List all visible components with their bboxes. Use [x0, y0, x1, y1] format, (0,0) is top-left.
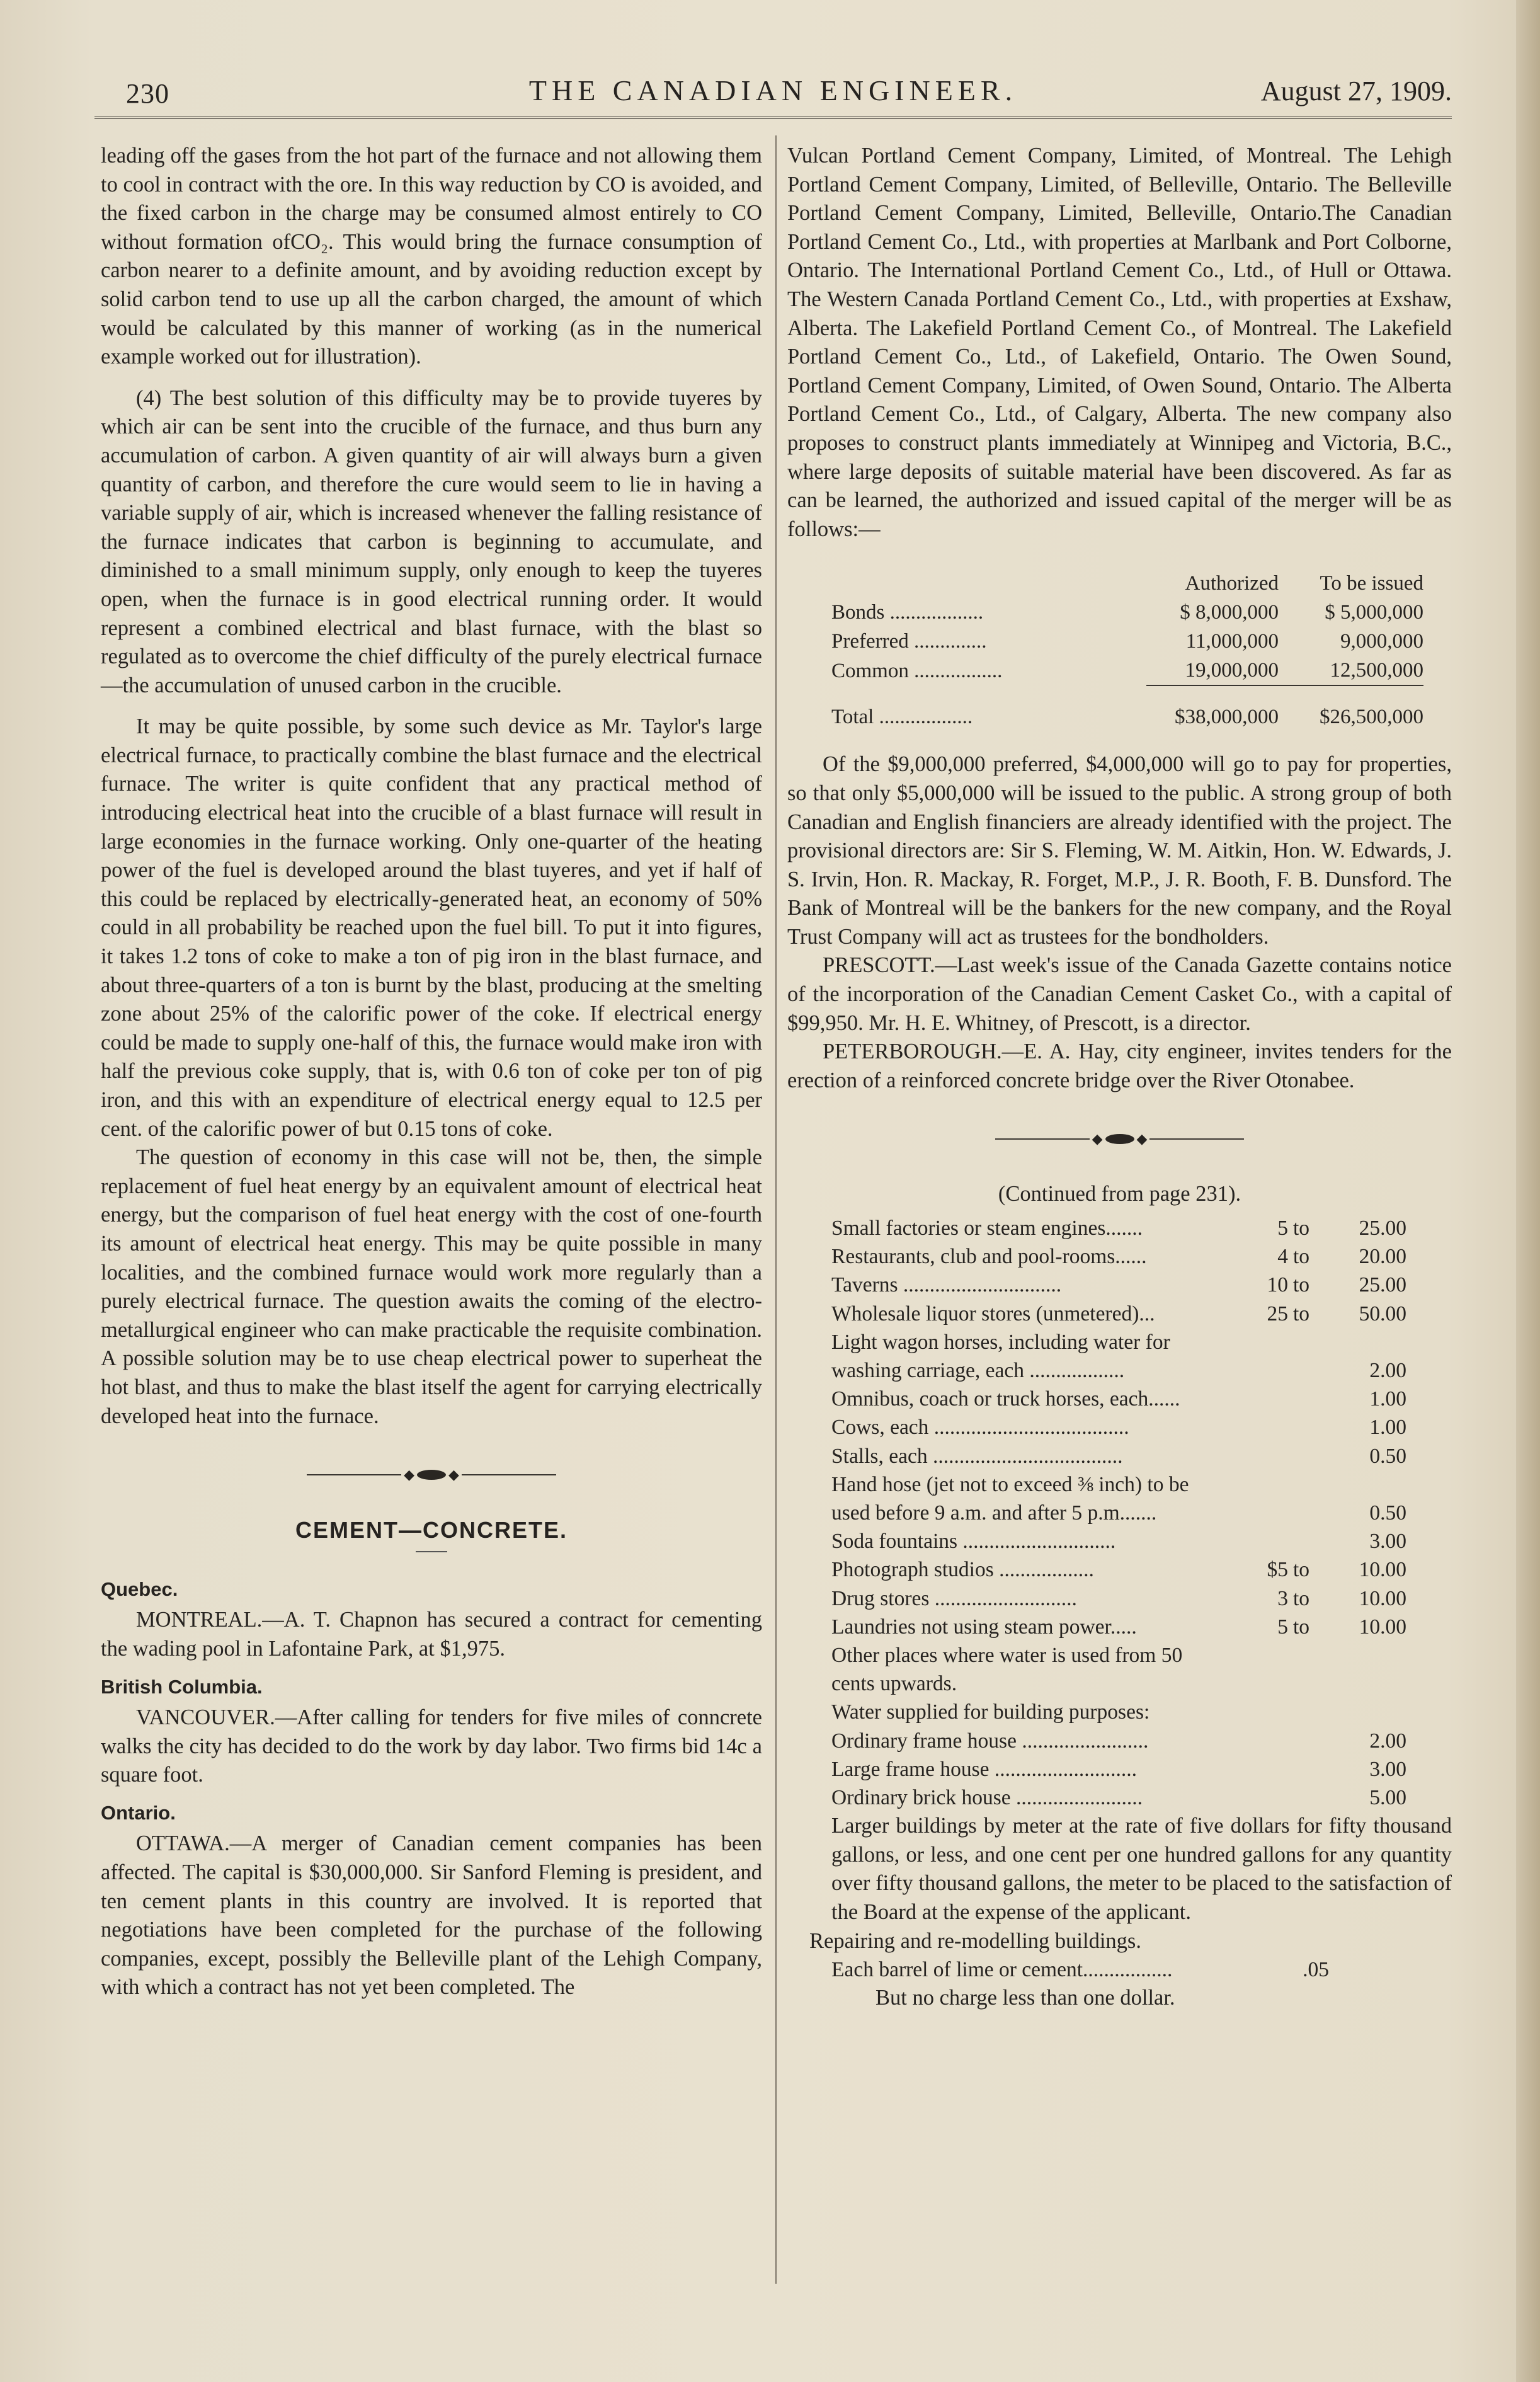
total-row — [831, 702, 1423, 731]
montreal-item: MONTREAL.—A. T. Chapnon has secured a contract for cementing the wading pool in Lafontaine Park, at $1,975. — [101, 1608, 762, 1661]
rate-desc: Laundries not using steam power..... — [831, 1615, 1137, 1639]
rate-desc: Taverns .............................. — [831, 1273, 1062, 1297]
province-heading-quebec: Quebec. — [101, 1578, 178, 1600]
rate-amount: 20.00 — [1359, 1245, 1406, 1269]
rate-desc: Other places where water is used from 50 — [831, 1644, 1183, 1668]
rate-desc: Ordinary brick house ........................ — [831, 1786, 1143, 1810]
table-row — [831, 1784, 1406, 1812]
table-row — [831, 1413, 1406, 1441]
page-edge — [1516, 0, 1540, 2382]
larger-buildings-paragraph: Larger buildings by meter at the rate of five dollars for fifty thousand gallons, or less, and one cent per one hundred gallons for any quantity over fifty thousand gallons, the meter to be placed to the satisfaction of the Board at the expense of the applicant. — [831, 1814, 1452, 1925]
table-row — [831, 1527, 1406, 1555]
rate-desc: Light wagon horses, including water for — [831, 1330, 1170, 1354]
rate-amount: 10.00 — [1359, 1586, 1406, 1610]
table-row — [831, 1755, 1406, 1784]
row-issued: 9,000,000 — [1340, 630, 1423, 653]
publication-title: THE CANADIAN ENGINEER. — [528, 74, 1018, 106]
rate-amount: 25.00 — [1359, 1273, 1406, 1297]
rate-to: to — [1293, 1245, 1310, 1269]
table-row — [831, 1641, 1406, 1669]
rate-to: to — [1293, 1273, 1310, 1297]
rate-from: 25 — [1267, 1302, 1288, 1326]
water-rates-table — [831, 1214, 1406, 1812]
row-authorized: 19,000,000 — [1185, 659, 1279, 682]
vancouver-item: VANCOUVER.—After calling for tenders for five miles of conncrete walks the city has decided to do the work by day labor. Two firms bid 14c a square foot. — [101, 1705, 762, 1787]
minimum-charge-note: But no charge less than one dollar. — [876, 1986, 1175, 2010]
page-number: 230 — [126, 78, 169, 109]
column-divider — [775, 135, 777, 2284]
table-row — [831, 1727, 1406, 1755]
ottawa-item: OTTAWA.—A merger of Canadian cement companies has been affected. The capital is $30,000,000. Sir Sanford Fleming is president, and ten cement plants in this country are involved. It is reported that negotiations have been completed for the purchase of the following companies, except, possibly the Belleville plant of the Lehigh Company, with which a contract has not yet been completed. The — [101, 1831, 762, 2000]
rate-desc: Ordinary frame house ........................ — [831, 1729, 1149, 1753]
rate-desc: Photograph studios .................. — [831, 1558, 1094, 1582]
continued-note: (Continued from page 231). — [998, 1182, 1241, 1206]
page-header — [94, 66, 1452, 117]
rate-desc: used before 9 a.m. and after 5 p.m....... — [831, 1501, 1157, 1525]
rate-amount: 5.00 — [1369, 1786, 1406, 1810]
peterborough-item: PETERBOROUGH.—E. A. Hay, city engineer, invites tenders for the erection of a reinforced concrete bridge over the River Otonabee. — [787, 1039, 1452, 1092]
table-row — [831, 1669, 1406, 1698]
table-row — [831, 1271, 1406, 1299]
rate-desc: Restaurants, club and pool-rooms...... — [831, 1245, 1147, 1269]
rate-amount: 2.00 — [1369, 1729, 1406, 1753]
rate-desc: Small factories or steam engines....... — [831, 1217, 1143, 1240]
table-row — [831, 1214, 1406, 1242]
section-title-rule — [416, 1551, 447, 1552]
row-label: Common ................. — [831, 659, 1003, 682]
capital-table-header — [831, 569, 1423, 598]
rate-amount: 10.00 — [1359, 1558, 1406, 1582]
header-rule — [94, 117, 1452, 119]
rate-from: 5 — [1277, 1217, 1288, 1240]
rate-amount: 0.50 — [1369, 1444, 1406, 1468]
row-authorized: $ 8,000,000 — [1180, 601, 1279, 624]
row-issued: 12,500,000 — [1330, 659, 1423, 682]
rate-desc: Omnibus, coach or truck horses, each...... — [831, 1387, 1180, 1411]
rate-amount: 3.00 — [1369, 1757, 1406, 1781]
rate-desc: Drug stores ........................... — [831, 1586, 1077, 1610]
preferred-paragraph: Of the $9,000,000 preferred, $4,000,000 will go to pay for properties, so that only $5,000,000 will be issued to the public. A strong group of both Canadian and English financiers are already identified with the project. The provisional directors are: Sir S. Fleming, W. M. Aitkin, Hon. W. Edwards, J. S. Irvin, Hon. R. Mackay, R. Forget, M.P., J. R. Booth, F. B. Dunsford. The Bank of Montreal will be the bankers for the new company, and the Royal Trust Company will act as trustees for the bondholders. — [787, 752, 1452, 949]
furnace-paragraph-2: (4) The best solution of this difficulty may be to provide tuyeres by which air can be sent into the crucible of the furnace, and thus burn any accumulation of carbon. A given quantity of air will always burn a given quantity of carbon, and therefore the cure would seem to lie in having a variable supply of air, which is increased whenever the falling resistance of the furnace indicates that carbon is beginning to accumulate, and diminished to a small minimum supply, only enough to keep the tuyeres open, when the furnace is in good electrical running order. It would represent a combined electrical and blast furnace, with the blast so regulated as to overcome the chief difficulty of the purely electrical furnace—the accumulation of unused carbon in the crucible. — [101, 386, 762, 697]
section-ornament: ◆ ◆ — [101, 1456, 762, 1494]
rate-from: 10 — [1267, 1273, 1288, 1297]
rate-to: to — [1293, 1586, 1310, 1610]
row-issued: $ 5,000,000 — [1325, 601, 1423, 624]
furnace-paragraph-1: leading off the gases from the hot part of the furnace and not allowing them to cool in contract with the ore. In this way reduction by CO is avoided, and the fixed carbon in the charge may be consumed almost entirely to CO without formation ofCO₂. This would bring the furnace consumption of carbon nearer to a definite amount, and by avoiding reduction except by solid carbon tend to use up all the carbon charged, the amount of which would be calculated by this manner of working (as in the numerical example worked out for illustration). — [101, 144, 762, 369]
table-row — [831, 1242, 1406, 1271]
table-row — [831, 1385, 1406, 1413]
rate-amount: 25.00 — [1359, 1217, 1406, 1240]
rate-desc: Soda fountains ............................. — [831, 1530, 1116, 1554]
rate-amount: 50.00 — [1359, 1302, 1406, 1326]
rate-desc: Wholesale liquor stores (unmetered)... — [831, 1302, 1155, 1326]
capital-table — [831, 569, 1423, 731]
table-row — [831, 598, 1423, 627]
rate-to: to — [1293, 1217, 1310, 1240]
col-authorized: Authorized — [1185, 572, 1279, 595]
rate-from: $5 — [1267, 1558, 1288, 1582]
rate-amount: 3.00 — [1369, 1530, 1406, 1554]
total-authorized: $38,000,000 — [1175, 706, 1279, 729]
prescott-item: PRESCOTT.—Last week's issue of the Canada Gazette contains notice of the incorporation of the Canadian Cement Casket Co., with a capital of $99,950. Mr. H. E. Whitney, of Prescott, is a director. — [787, 953, 1452, 1035]
rate-desc: Each barrel of lime or cement................. — [831, 1958, 1173, 1982]
rate-from: 5 — [1277, 1615, 1288, 1639]
table-row — [831, 1499, 1406, 1527]
row-label: Bonds .................. — [831, 601, 984, 624]
barrel-rate-table — [831, 1955, 1329, 1984]
province-heading-bc: British Columbia. — [101, 1675, 263, 1698]
rate-desc: Cows, each ..................................... — [831, 1416, 1129, 1440]
section-ornament: ◆ ◆ — [787, 1120, 1452, 1158]
table-row — [831, 1955, 1329, 1984]
repairing-heading: Repairing and re-modelling buildings. — [809, 1928, 1141, 1953]
right-column — [787, 142, 1452, 2013]
table-row — [831, 1584, 1406, 1613]
rate-desc: Large frame house ........................... — [831, 1757, 1138, 1781]
section-title: CEMENT—CONCRETE. — [295, 1517, 568, 1543]
table-row — [831, 1555, 1406, 1584]
rate-amount: .05 — [1303, 1958, 1329, 1982]
row-label: Preferred .............. — [831, 630, 987, 653]
table-row — [831, 1698, 1406, 1726]
table-row — [831, 1442, 1406, 1470]
col-issued: To be issued — [1320, 572, 1423, 595]
total-rule-row — [831, 685, 1423, 702]
table-row — [831, 656, 1423, 685]
furnace-paragraph-3: It may be quite possible, by some such device as Mr. Taylor's large electrical furnace, to practically combine the blast furnace and the electrical furnace. The writer is quite confident that any practical method of introducing electrical heat into the crucible of a blast furnace will result in large economies in the furnace working. Only one-quarter of the heating power of the fuel is developed around the blast tuyeres, and yet if half of this could be replaced by electrically-generated heat, an economy of 50% could in all probability be reached upon the fuel bill. To put it into figures, it takes 1.2 tons of coke to make a ton of pig iron in the blast furnace, and about three-quarters of a ton is burnt by the blast, producing at the smelting zone about 25% of the calorific power of the coke. If electrical energy could be made to supply one-half of this, the furnace would make iron with half the previous coke supply, that is, with 0.6 ton of coke per ton of pig iron, and this with an expenditure of electrical energy equal to 12.5 per cent. of the calorific power of but 0.15 tons of coke. — [101, 714, 762, 1141]
ottawa-item-continued: Vulcan Portland Cement Company, Limited, of Montreal. The Lehigh Portland Cement Company, Limited, of Belleville, Ontario. The Belleville Portland Cement Company, Limited, Belleville, Ontario.The Canadian Portland Cement Co., Ltd., with properties at Marlbank and Port Colborne, Ontario. The International Portland Cement Co., Ltd., of Hull or Ottawa. The Western Canada Portland Cement Co., Ltd., with properties at Exshaw, Alberta. The Lakefield Portland Cement Co., of Montreal. The Lakefield Portland Cement Co., Ltd., of Lakefield, Ontario. The Owen Sound, Portland Cement Company, Limited, of Owen Sound, Ontario. The Alberta Portland Cement Co., Ltd., of Calgary, Alberta. The new company also proposes to construct plants immediately at Winnipeg and Victoria, B.C., where large deposits of suitable material have been discovered. As far as can be learned, the authorized and issued capital of the merger will be as follows:— — [787, 144, 1452, 541]
rate-desc: cents upwards. — [831, 1672, 957, 1696]
rate-from: 4 — [1277, 1245, 1288, 1269]
rate-to: to — [1293, 1615, 1310, 1639]
table-row — [831, 627, 1423, 656]
left-column — [101, 142, 762, 2002]
rate-amount: 10.00 — [1359, 1615, 1406, 1639]
row-authorized: 11,000,000 — [1185, 630, 1279, 653]
total-label: Total .................. — [831, 706, 973, 729]
rate-from: 3 — [1277, 1586, 1288, 1610]
rate-to: to — [1293, 1558, 1310, 1582]
rate-desc: washing carriage, each .................. — [831, 1359, 1125, 1383]
rate-desc: Stalls, each .................................... — [831, 1444, 1123, 1468]
table-row — [831, 1613, 1406, 1641]
rate-amount: 1.00 — [1369, 1416, 1406, 1440]
total-issued: $26,500,000 — [1320, 706, 1423, 729]
rate-amount: 2.00 — [1369, 1359, 1406, 1383]
rate-amount: 1.00 — [1369, 1387, 1406, 1411]
table-row — [831, 1300, 1406, 1328]
rate-to: to — [1293, 1302, 1310, 1326]
table-row — [831, 1470, 1406, 1499]
table-row — [831, 1356, 1406, 1385]
province-heading-ontario: Ontario. — [101, 1801, 176, 1824]
rate-amount: 0.50 — [1369, 1501, 1406, 1525]
issue-date: August 27, 1909. — [1260, 76, 1452, 106]
rate-heading: Water supplied for building purposes: — [831, 1700, 1150, 1724]
rate-desc: Hand hose (jet not to exceed ⅜ inch) to be — [831, 1472, 1189, 1496]
table-row — [831, 1328, 1406, 1356]
furnace-paragraph-4: The question of economy in this case will not be, then, the simple replacement of fuel heat energy by an equivalent amount of electrical heat energy, but the comparison of fuel heat energy with the cost of one-fourth its amount of electrical heat energy. This may be quite possible in many localities, and the combined furnace would work more regularly than a purely electrical furnace. The question awaits the coming of the electro-metallurgical engineer who can make practicable the requisite combination. A possible solution may be to use cheap electrical power to superheat the hot blast, and thus to make the blast itself the agent for carrying electrically developed heat into the furnace. — [101, 1145, 762, 1428]
